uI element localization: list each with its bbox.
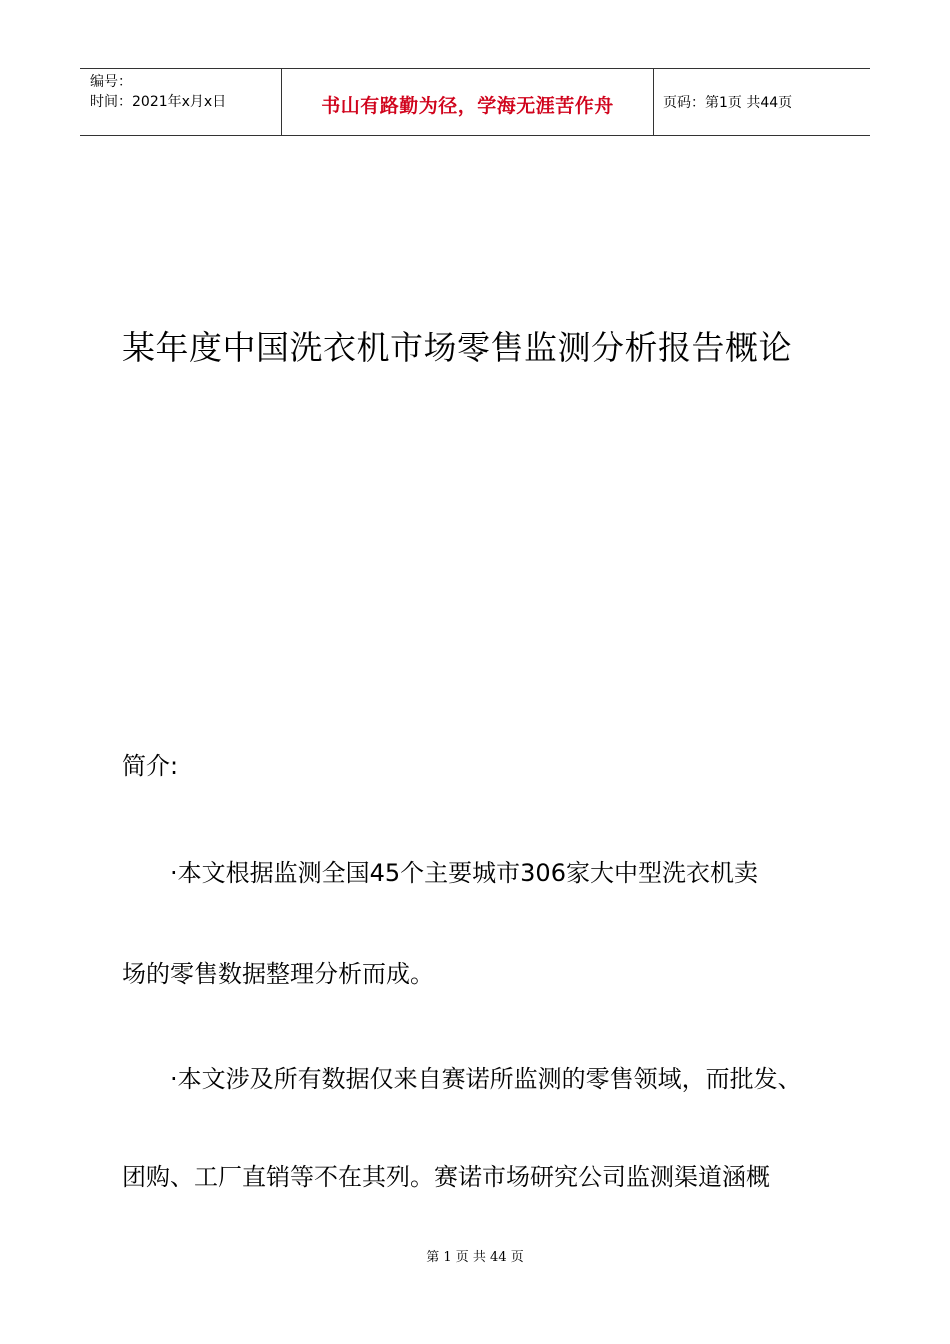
header-page-info: 页码：第1页 共44页 xyxy=(663,95,793,111)
header-page-cell xyxy=(654,69,870,135)
document-header xyxy=(80,68,870,136)
intro-paragraph-1-line-2: 场的零售数据整理分析而成。 xyxy=(122,960,434,988)
document-number-label: 编号： xyxy=(90,74,132,90)
document-title: 某年度中国洗衣机市场零售监测分析报告概论 xyxy=(122,328,792,367)
intro-paragraph-2-line-2: 团购、工厂直销等不在其列。赛诺市场研究公司监测渠道涵概 xyxy=(122,1163,770,1191)
intro-label: 简介: xyxy=(122,752,179,780)
intro-paragraph-2-line-1: ·本文涉及所有数据仅来自赛诺所监测的零售领域，而批发、 xyxy=(170,1065,802,1093)
page-footer: 第 1 页 共 44 页 xyxy=(426,1250,524,1265)
document-date: 时间：2021年x月x日 xyxy=(90,94,227,110)
header-motto: 书山有路勤为径，学海无涯苦作舟 xyxy=(321,94,614,117)
header-motto-cell xyxy=(281,69,654,135)
intro-paragraph-1-line-1: ·本文根据监测全国45个主要城市306家大中型洗衣机卖 xyxy=(170,859,758,887)
header-meta-cell xyxy=(80,69,281,135)
